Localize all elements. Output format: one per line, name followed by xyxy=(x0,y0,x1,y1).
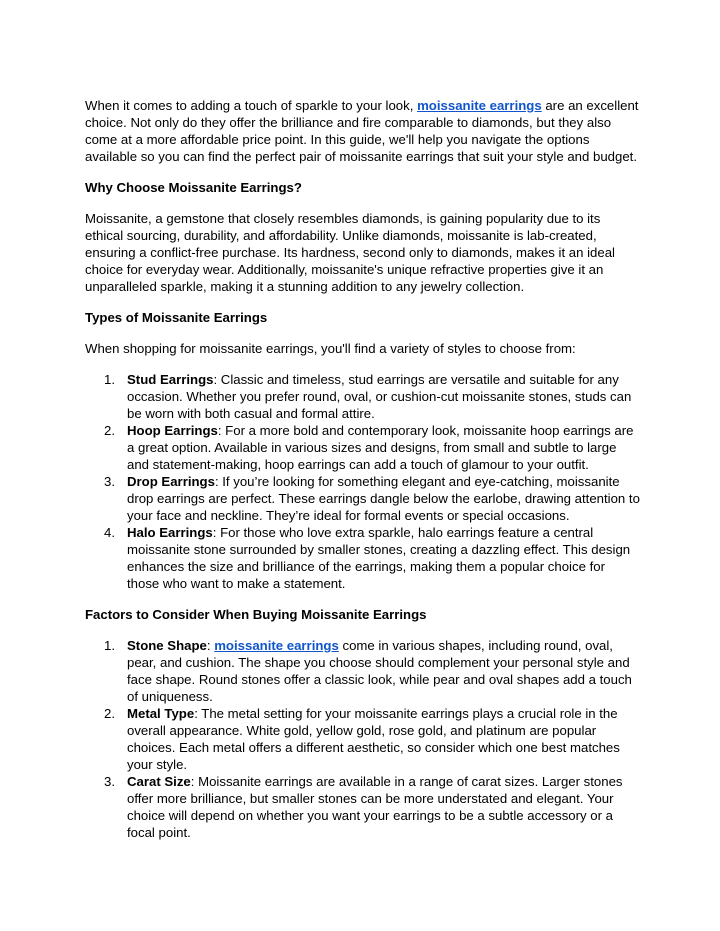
list-text: : For a more bold and contemporary look, moissanite hoop earrings are a great option. Available in various sizes and designs, from small and subtle to large and statement-making, hoop earrings can add a touch of glamour to your outfit. xyxy=(127,423,634,472)
list-item xyxy=(85,705,640,773)
types-heading: Types of Moissanite Earrings xyxy=(85,310,268,325)
list-term: Hoop Earrings xyxy=(127,423,218,438)
types-list xyxy=(85,371,640,592)
list-item xyxy=(85,422,640,473)
list-number: 3. xyxy=(104,774,115,789)
list-term: Halo Earrings xyxy=(127,525,213,540)
list-term: Metal Type xyxy=(127,706,195,721)
intro-text-before: When it comes to adding a touch of sparkle to your look, xyxy=(85,98,418,113)
moissanite-earrings-link[interactable]: moissanite earrings xyxy=(214,638,339,653)
list-item xyxy=(85,773,640,841)
why-heading: Why Choose Moissanite Earrings? xyxy=(85,180,302,195)
intro-text-after: are an excellent choice. Not only do they offer the brilliance and fire comparable to diamonds, but they also come at a more affordable price point. In this guide, we'll help you navigate the options available so you can find the perfect pair of moissanite earrings that suit your style and budget. xyxy=(85,98,639,164)
list-text: : The metal setting for your moissanite earrings plays a crucial role in the overall appearance. White gold, yellow gold, rose gold, and platinum are popular choices. Each metal offers a different aesthetic, so consider which one best matches your style. xyxy=(127,706,620,772)
factors-list xyxy=(85,637,640,841)
list-number: 1. xyxy=(104,638,115,653)
list-text: : For those who love extra sparkle, halo earrings feature a central moissanite stone surrounded by smaller stones, creating a dazzling effect. This design enhances the size and brilliance of the earrings, making them a popular choice for those who want to make a statement. xyxy=(127,525,631,591)
list-term: Stud Earrings xyxy=(127,372,214,387)
list-number: 1. xyxy=(104,372,115,387)
list-number: 2. xyxy=(104,423,115,438)
factors-heading: Factors to Consider When Buying Moissanite Earrings xyxy=(85,607,427,622)
list-term: Drop Earrings xyxy=(127,474,215,489)
moissanite-earrings-link[interactable]: moissanite earrings xyxy=(417,98,542,113)
list-text: come in various shapes, including round, oval, pear, and cushion. The shape you choose should complement your personal style and face shape. Round stones offer a classic look, while pear and oval shapes add a touch of uniqueness. xyxy=(127,638,632,704)
list-separator: : xyxy=(206,638,215,653)
list-text: : Moissanite earrings are available in a range of carat sizes. Larger stones offer more brilliance, but smaller stones can be more understated and elegant. Your choice will depend on whether you want your earrings to be a subtle accessory or a focal point. xyxy=(127,774,623,840)
list-text: : Classic and timeless, stud earrings are versatile and suitable for any occasion. Whether you prefer round, oval, or cushion-cut moissanite stones, studs can be worn with both casual and formal attire. xyxy=(127,372,632,421)
why-paragraph: Moissanite, a gemstone that closely resembles diamonds, is gaining popularity due to its ethical sourcing, durability, and affordability. Unlike diamonds, moissanite is lab-created, ensuring a conflict-free purchase. Its hardness, second only to diamonds, makes it an ideal choice for everyday wear. Additionally, moissanite's unique refractive properties give it an unparalleled sparkle, making it a stunning addition to any jewelry collection. xyxy=(85,211,615,294)
list-number: 3. xyxy=(104,474,115,489)
types-intro: When shopping for moissanite earrings, you'll find a variety of styles to choose from: xyxy=(85,341,576,356)
list-text: : If you’re looking for something elegant and eye-catching, moissanite drop earrings are perfect. These earrings dangle below the earlobe, drawing attention to your face and neckline. They’re ideal for formal events or special occasions. xyxy=(127,474,640,523)
list-item xyxy=(85,524,640,592)
list-item xyxy=(85,371,640,422)
document-body xyxy=(85,97,640,841)
list-item xyxy=(85,473,640,524)
list-number: 2. xyxy=(104,706,115,721)
intro-paragraph xyxy=(85,97,640,165)
list-term: Carat Size xyxy=(127,774,191,789)
list-term: Stone Shape xyxy=(127,638,207,653)
list-number: 4. xyxy=(104,525,115,540)
list-item xyxy=(85,637,640,705)
